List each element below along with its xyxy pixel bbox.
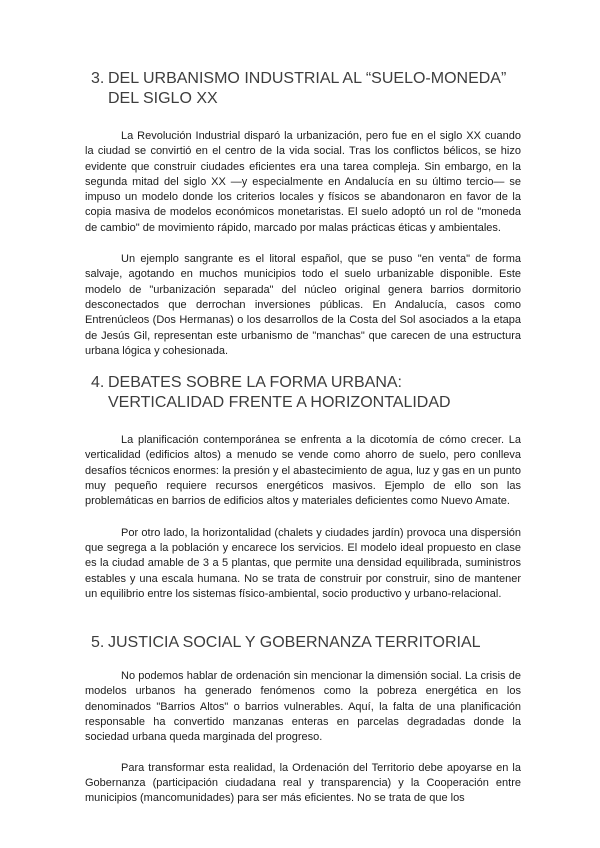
- section-4-number: 4.: [91, 374, 105, 392]
- section-4-title: DEBATES SOBRE LA FORMA URBANA: VERTICALIDAD FRENTE A HORIZONTALIDAD: [108, 374, 451, 412]
- section-3-title: DEL URBANISMO INDUSTRIAL AL “SUELO-MONEDA” DEL SIGLO XX: [108, 70, 507, 107]
- section-5-paragraph-1: No podemos hablar de ordenación sin mencionar la dimensión social. La crisis de modelos urbanos ha generado fenómenos como la pobreza energética en los denominados "Barrios Altos" o barrios vulnerables. Aquí, la falta de una planificación responsable ha convertido manzanas enteras en parcelas degradadas donde la sociedad urbana queda marginada del progreso.: [85, 670, 521, 744]
- section-5-heading: [85, 633, 521, 653]
- section-4-heading: [85, 373, 521, 413]
- section-4-paragraph-1: La planificación contemporánea se enfrenta a la dicotomía de cómo crecer. La verticalidad (edificios altos) a menudo se vende como ahorro de suelo, pero conlleva desafíos técnicos enormes: la presión y el abastecimiento de agua, luz y gas en un punto muy pequeño requiere recursos energéticos masivos. Ejemplo de ello son las problemáticas en barrios de edificios altos y materiales deficientes como Nuevo Amate.: [85, 434, 521, 508]
- section-3-heading: [85, 69, 521, 109]
- section-5-title: JUSTICIA SOCIAL Y GOBERNANZA TERRITORIAL: [108, 634, 481, 652]
- section-5-paragraph-2: Para transformar esta realidad, la Ordenación del Territorio debe apoyarse en la Gobernanza (participación ciudadana real y transparencia) y la Cooperación entre municipios (mancomunidades) para ser más eficientes. No se trata de que los: [85, 761, 521, 805]
- section-5-number: 5.: [91, 634, 105, 652]
- section-3-paragraph-2: Un ejemplo sangrante es el litoral español, que se puso "en venta" de forma salvaje, agotando en muchos municipios todo el suelo urbanizable disponible. Este modelo de "urbanización separada" del núcleo original genera barrios dormitorio desconectados que derrochan inversiones públicas. En Andalucía, casos como Entrenúcleos (Dos Hermanas) o los desarrollos de la Costa del Sol asociados a la etapa de Jesús Gil, representan este urbanismo de "manchas" que carecen de una estructura urbana lógica y cohesionada.: [85, 253, 521, 357]
- section-4-paragraph-2: Por otro lado, la horizontalidad (chalets y ciudades jardín) provoca una dispersión que segrega a la población y encarece los servicios. El modelo ideal propuesto en clase es la ciudad amable de 3 a 5 plantas, que permite una densidad equilibrada, suministros estables y una escala humana. No se trata de construir por construir, sino de mantener un equilibrio entre los sistemas físico-ambiental, socio productivo y urbano-relacional.: [85, 526, 521, 600]
- section-3-paragraph-1: La Revolución Industrial disparó la urbanización, pero fue en el siglo XX cuando la ciudad se convirtió en el centro de la vida social. Tras los conflictos bélicos, se hizo evidente que construir ciudades eficientes era una tarea compleja. Sin embargo, en la segunda mitad del siglo XX —y especialmente en Andalucía en su último tercio— se impuso un modelo donde los criterios locales y físicos se abandonaron en favor de la copia masiva de modelos económicos monetaristas. El suelo adoptó un rol de "moneda de cambio" de movimiento rápido, marcado por malas prácticas éticas y ambientales.: [85, 130, 521, 234]
- section-3-number: 3.: [91, 70, 105, 87]
